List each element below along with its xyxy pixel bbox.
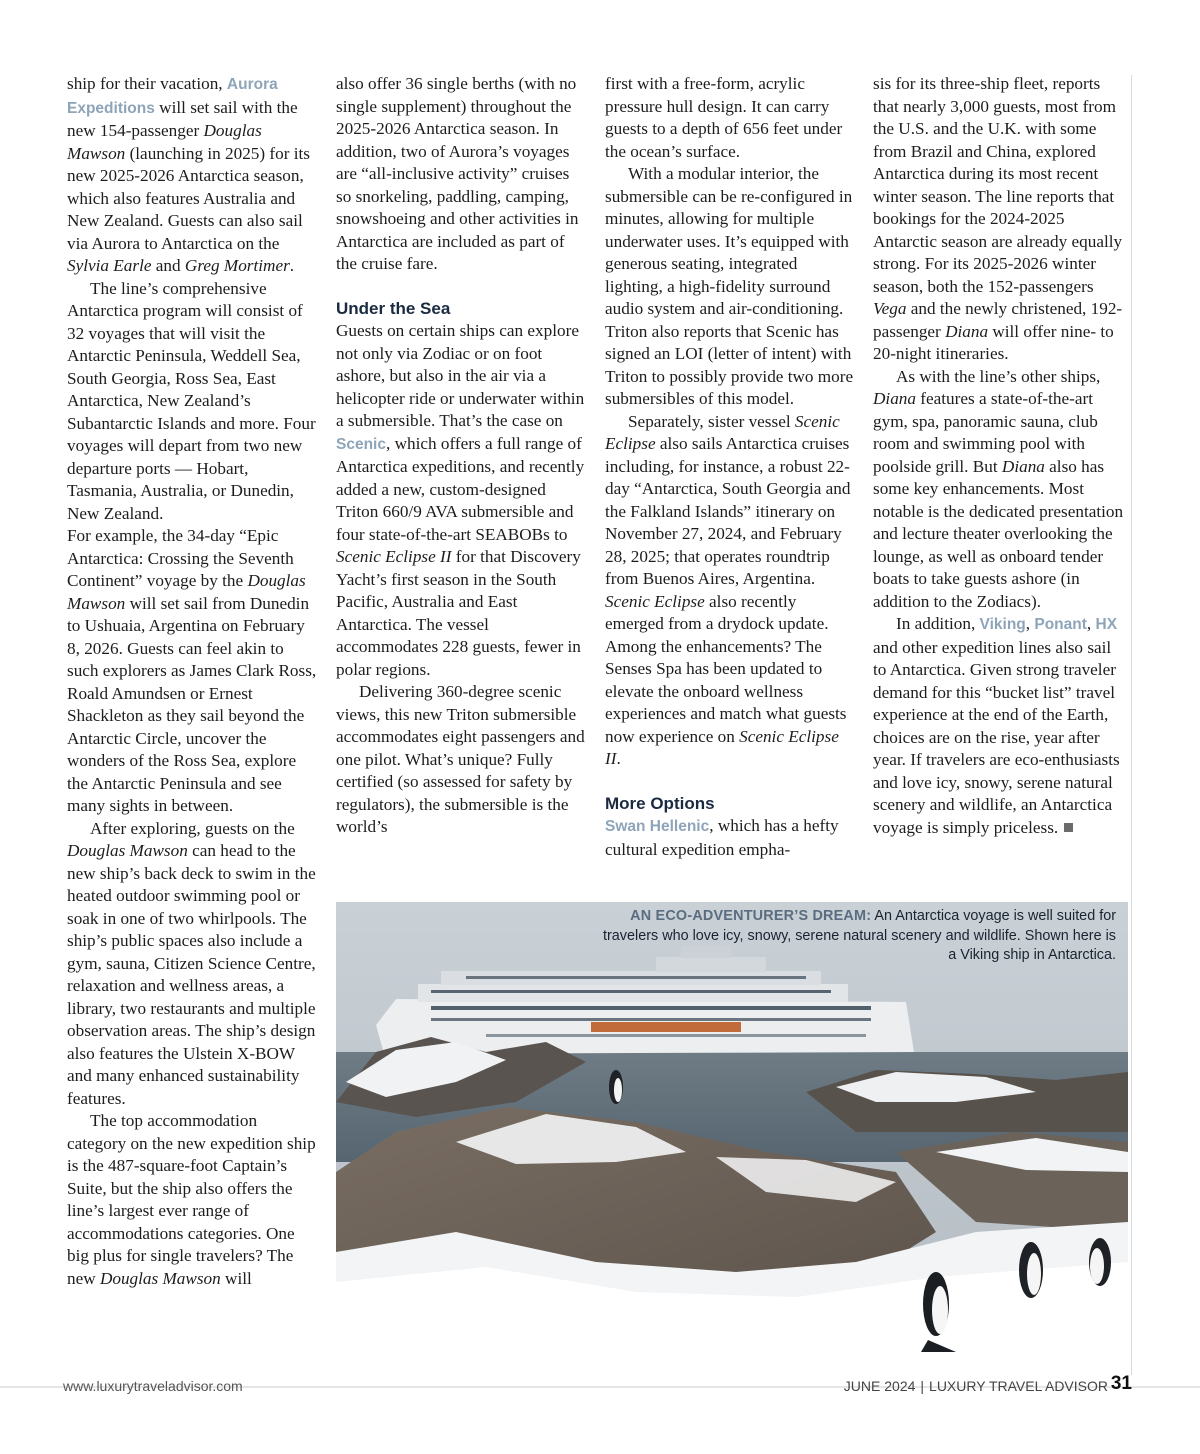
article-column-3 [605,73,857,861]
paragraph: With a modular interior, the submersible can be re-configured in minutes, allowing for multiple underwater uses. It’s equipped with generous seating, integrated lighting, a high-fidelity surround audio system and air-conditioning. Triton also reports that Scenic has signed an LOI (letter of intent) with Triton to possibly provide two more submersibles of this model. [605,164,854,408]
swan-hellenic-link[interactable]: Swan Hellenic [605,818,710,835]
ponant-link[interactable]: Ponant [1034,616,1087,633]
paragraph: As with the line’s other ships, Diana features a state-of-the-art gym, spa, panoramic sauna, club room and swimming pool with poolside grill. But Diana also has some key enhancements. Most notable is the dedicated presentation and lecture theater overlooking the lounge, as well as onboard tender boats to take guests ashore (in addition to the Zodiacs). [873,366,1124,611]
section-heading-more-options: More Options [605,793,715,813]
section-heading-under-the-sea: Under the Sea [336,298,451,318]
paragraph: also offer 36 single berths (with no single supplement) throughout the 2025-2026 Antarctica season. In addition, two of Aurora’s voyages are “all-inclusive activity” cruises so snorkeling, paddling, camping, snowshoeing and other activities in Antarctica are included as part of the cruise fare. [336,74,579,273]
paragraph: ship for their vacation, Aurora Expeditions will set sail with the new 154-passenger Douglas Mawson (launching in 2025) for its new 2025-2026 Antarctica season, which also features Australia and New Zealand. Guests can also sail via Aurora to Antarctica on the Sylvia Earle and Greg Mortimer. [67,74,310,275]
footer-publication: JUNE 2024 | LUXURY TRAVEL ADVISOR [843,1378,1108,1394]
paragraph: Separately, sister vessel Scenic Eclipse also sails Antarctica cruises including, for instance, a robust 22-day “Antarctica, South Georgia and the Falkland Islands” itinerary on November 27, 2024, and February 28, 2025; that operates roundtrip from Buenos Aires, Argentina. Scenic Eclipse also recently emerged from a drydock update. Among the enhancements? The Senses Spa has been updated to elevate the onboard wellness experiences and match what guests now experience on Scenic Eclipse II. [605,411,851,768]
paragraph: After exploring, guests on the Douglas Mawson can head to the new ship’s back deck to swim in the heated outdoor swimming pool or soak in one of two whirlpools. The ship’s public spaces also include a gym, sauna, Citizen Science Centre, relaxation and wellness areas, a library, two restaurants and multiple observation areas. The ship’s design also features the Ulstein X-BOW and many enhanced sustainability features. [67,818,316,1108]
scenic-link[interactable]: Scenic [336,435,386,453]
article-column-1 [67,73,319,1290]
paragraph: Guests on certain ships can explore not only via Zodiac or on foot ashore, but also in the air via a helicopter ride or underwater within a submersible. That’s the case on Scenic, which offers a full range of Antarctica expeditions, and recently added a new, custom-designed Triton 660/9 AVA submersible and four state-of-the-art SEABOBs to Scenic Eclipse II for that Discovery Yacht’s first season in the South Pacific, Australia and East Antarctica. The vessel accommodates 228 guests, fewer in polar regions. [336,321,585,679]
paragraph: first with a free-form, acrylic pressure hull design. It can carry guests to a depth of 656 feet under the ocean’s surface. [605,74,843,161]
paragraph: The line’s comprehensive Antarctica program will consist of 32 voyages that will visit the Antarctic Peninsula, Weddell Sea, South Georgia, Ross Sea, East Antarctica, New Zealand’s Subantarctic Islands and more. Four voyages will depart from two new departure ports — Hobart, Tasmania, Australia, or Dunedin, New Zealand. [67,278,316,523]
page-number: 31 [1110,1373,1132,1394]
photo-illustration [336,902,1128,1352]
paragraph: In addition, Viking, Ponant, HX and other expedition lines also sail to Antarctica. Given strong traveler demand for this “bucket list” travel experience at the end of the Earth, choices are on the rise, year after year. If travelers are eco-enthusiasts and love icy, snowy, serene natural scenery and wildlife, an Antarctica voyage is simply priceless. [873,614,1120,837]
article-column-2 [336,73,588,839]
end-of-article-mark [1064,823,1073,832]
paragraph: For example, the 34-day “Epic Antarctica: Crossing the Seventh Continent” voyage by the Douglas Mawson will set sail from Dunedin to Ushuaia, Argentina on February 8, 2026. Guests can feel akin to such explorers as James Clark Ross, Roald Amundsen or Ernest Shackleton as they sail beyond the Antarctic Circle, uncover the wonders of the Ross Sea, explore the Antarctic Peninsula and see many sights in between. [67,526,317,815]
paragraph: The top accommodation category on the new expedition ship is the 487-square-foot Captain’s Suite, but the ship also offers the line’s largest ever range of accommodations categories. One big plus for single travelers? The new Douglas Mawson will [67,1111,316,1288]
viking-link[interactable]: Viking [979,616,1026,633]
footer-url[interactable]: www.luxurytraveladvisor.com [63,1378,243,1394]
article-column-4 [873,73,1125,839]
paragraph: sis for its three-ship fleet, reports that nearly 3,000 guests, most from the U.S. and the U.K. with some from Brazil and China, explored Antarctica during its most recent winter season. The line reports that bookings for the 2024-2025 Antarctic season are already equally strong. For its 2025-2026 winter season, both the 152-passengers Vega and the newly christened, 192-passenger Diana will offer nine- to 20-night itineraries. [873,74,1123,363]
paragraph: Delivering 360-degree scenic views, this new Triton submersible accommodates eight passengers and one pilot. What’s unique? Fully certified (so assessed for safety by regulators), the submersible is the world’s [336,682,585,836]
aurora-expeditions-link[interactable]: Aurora Expeditions [67,76,278,117]
hx-link[interactable]: HX [1095,616,1118,633]
photo-caption: AN ECO-ADVENTURER’S DREAM: An Antarctica voyage is well suited for travelers who love icy, snowy, serene natural scenery and wildlife. Shown here is a Viking ship in Antarctica. [603,908,1116,963]
paragraph: Swan Hellenic, which has a hefty cultural expedition empha- [605,816,839,859]
column-rule [1131,75,1132,1375]
antarctica-ship-photo [336,902,1128,1352]
